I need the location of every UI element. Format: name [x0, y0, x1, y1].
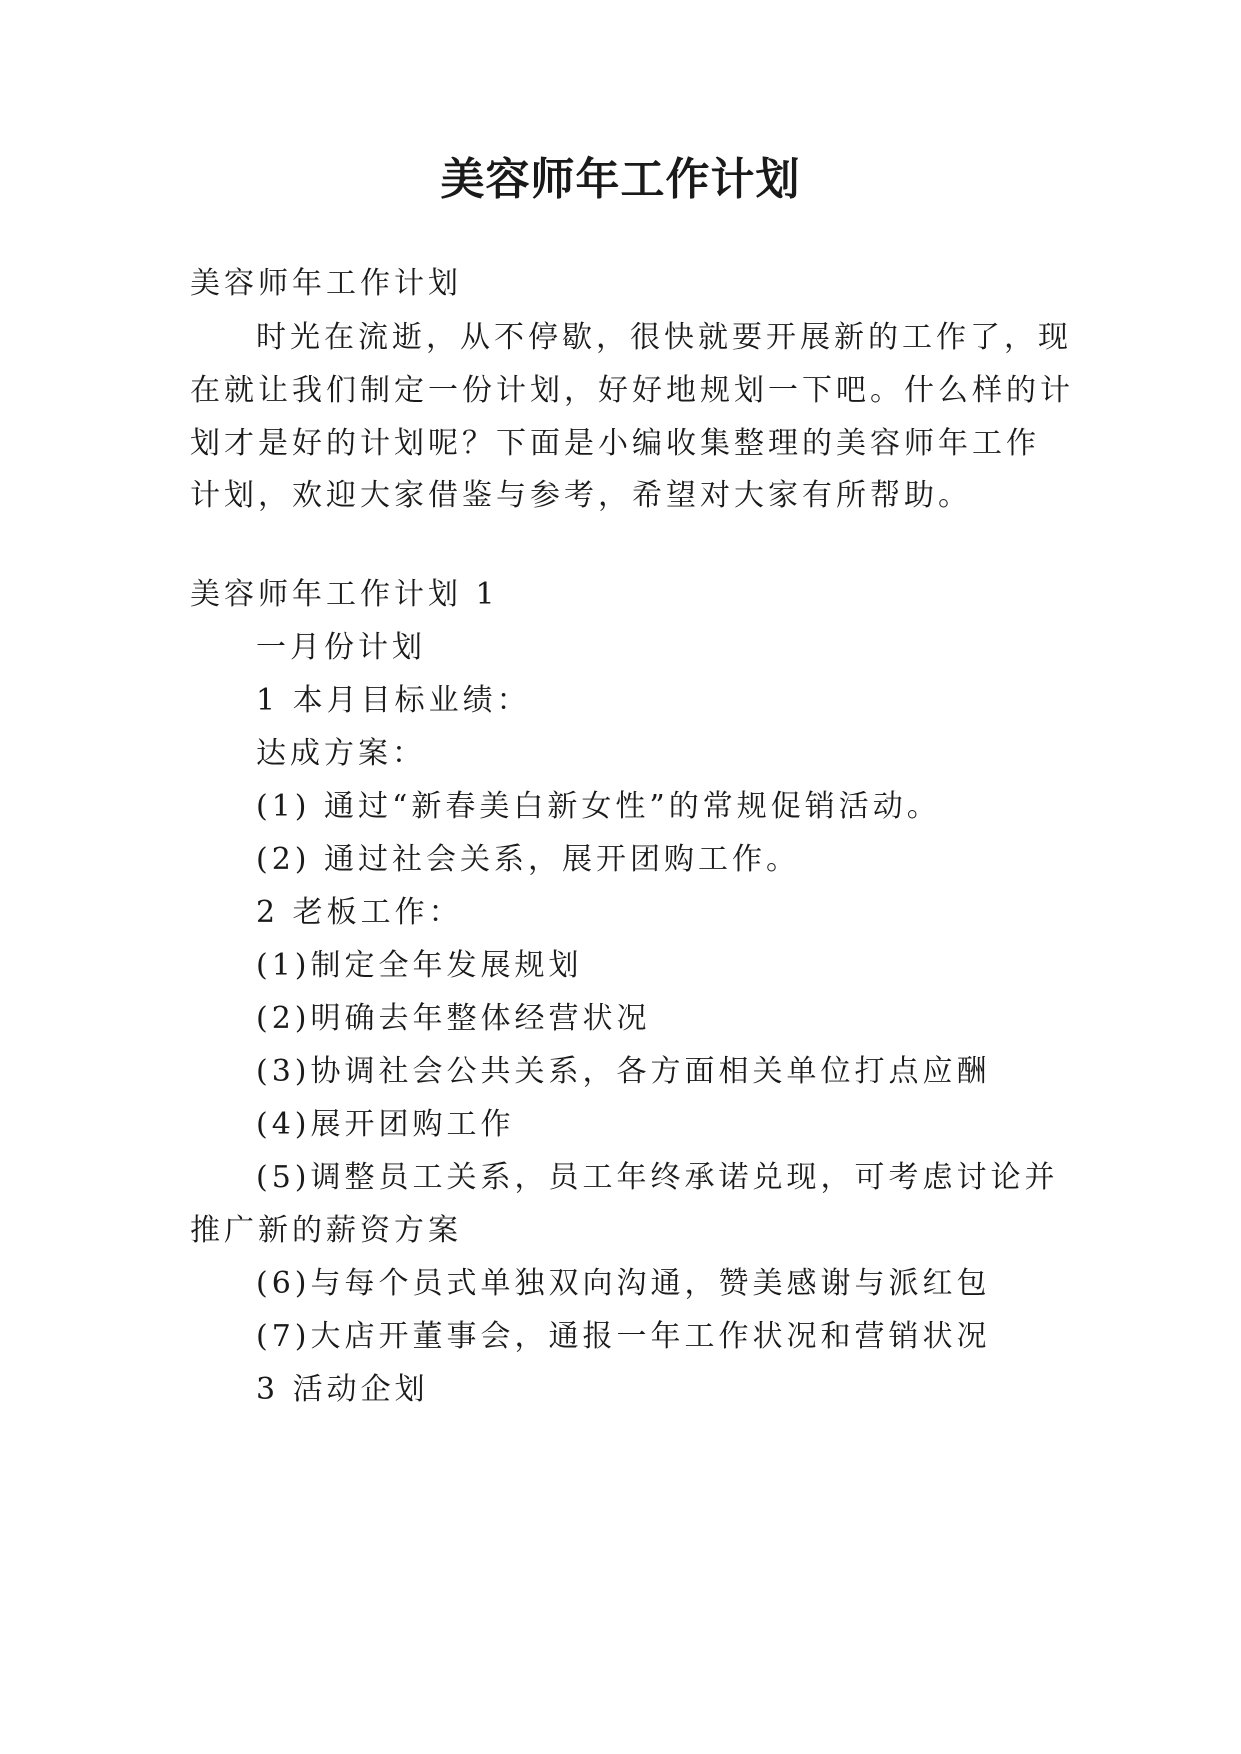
intro-line-1: 时光在流逝，从不停歇，很快就要开展新的工作了，现 [256, 320, 1072, 355]
document-title: 美容师年工作计划 [440, 154, 801, 205]
month-heading: 一月份计划 [256, 630, 426, 665]
section-heading: 美容师年工作计划 1 [190, 577, 499, 612]
item2-point-6: (6)与每个员式单独双向沟通，赞美感谢与派红包 [256, 1266, 991, 1301]
document-subtitle: 美容师年工作计划 [190, 266, 462, 301]
item2-point-4: (4)展开团购工作 [256, 1107, 515, 1142]
item1-sub: 达成方案： [256, 736, 426, 771]
item2-heading: 2 老板工作： [256, 895, 463, 930]
item2-point-5: (5)调整员工关系，员工年终承诺兑现，可考虑讨论并 [256, 1160, 1059, 1195]
item2-point-3: (3)协调社会公共关系，各方面相关单位打点应酬 [256, 1054, 991, 1089]
item2-point-7: (7)大店开董事会，通报一年工作状况和营销状况 [256, 1319, 991, 1354]
intro-line-4: 计划，欢迎大家借鉴与参考，希望对大家有所帮助。 [190, 478, 972, 513]
item1-heading: 1 本月目标业绩： [256, 683, 531, 718]
item2-point-1: (1)制定全年发展规划 [256, 948, 583, 983]
item3-heading: 3 活动企划 [256, 1372, 429, 1407]
item2-point-2: (2)明确去年整体经营状况 [256, 1001, 651, 1036]
item1-point-1: (1) 通过“新春美白新女性”的常规促销活动。 [256, 789, 941, 824]
intro-line-2: 在就让我们制定一份计划，好好地规划一下吧。什么样的计 [190, 373, 1074, 408]
item1-point-2: (2) 通过社会关系，展开团购工作。 [256, 842, 801, 877]
item2-point-5-cont: 推广新的薪资方案 [190, 1213, 462, 1248]
intro-line-3: 划才是好的计划呢？下面是小编收集整理的美容师年工作 [190, 426, 1040, 461]
